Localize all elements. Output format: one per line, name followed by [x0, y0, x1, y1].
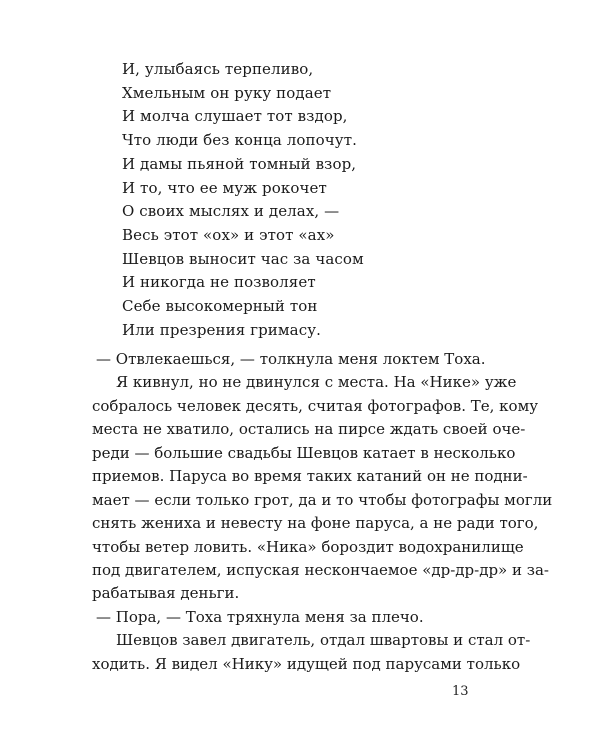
page-number: 13 [452, 684, 469, 699]
prose-text [92, 348, 553, 676]
prose-line: под двигателем, испуская нескончаемое «др-др-др» и за- [92, 560, 549, 579]
prose-line: — Отвлекаешься, — толкнула меня локтем Тоха. [96, 350, 486, 368]
poem-line: Что люди без конца лопочут. [122, 131, 357, 150]
poem-line: Весь этот «ох» и этот «ах» [122, 225, 335, 244]
prose-line: собралось человек десять, считая фотографов. Те, кому [92, 396, 539, 415]
poem-line: И, улыбаясь терпеливо, [122, 60, 314, 78]
prose-line: реди — большие свадьбы Шевцов катает в несколько [92, 443, 516, 462]
prose-line: приемов. Паруса во время таких катаний он не подни- [92, 467, 528, 486]
poem-line: И то, что ее муж рокочет [122, 178, 327, 197]
prose-line: мает — если только грот, да и то чтобы фотографы могли [92, 490, 553, 509]
poem-stanza [122, 58, 364, 342]
prose-line: ходить. Я видел «Нику» идущей под парусами только [92, 654, 521, 673]
poem-line: Себе высокомерный тон [122, 297, 318, 316]
poem-line: И дамы пьяной томный взор, [122, 154, 357, 173]
prose-line: снять жениха и невесту на фоне паруса, а не ради того, [92, 514, 539, 533]
prose-line: чтобы ветер ловить. «Ника» бороздит водохранилище [92, 537, 524, 556]
poem-line: И молча слушает тот вздор, [122, 107, 348, 126]
poem-line: О своих мыслях и делах, — [122, 202, 340, 221]
poem-line: Шевцов выносит час за часом [122, 249, 364, 268]
poem-line: И никогда не позволяет [122, 273, 316, 292]
prose-line: — Пора, — Тоха тряхнула меня за плечо. [96, 607, 424, 626]
prose-line: Я кивнул, но не двинулся с места. На «Нике» уже [116, 373, 517, 392]
prose-line: рабатывая деньги. [92, 584, 240, 603]
poem-line: Или презрения гримасу. [122, 320, 322, 339]
prose-line: места не хватило, остались на пирсе ждать своей оче- [92, 420, 526, 439]
poem-line: Хмельным он руку подает [122, 83, 332, 102]
prose-line: Шевцов завел двигатель, отдал швартовы и стал от- [116, 631, 531, 650]
